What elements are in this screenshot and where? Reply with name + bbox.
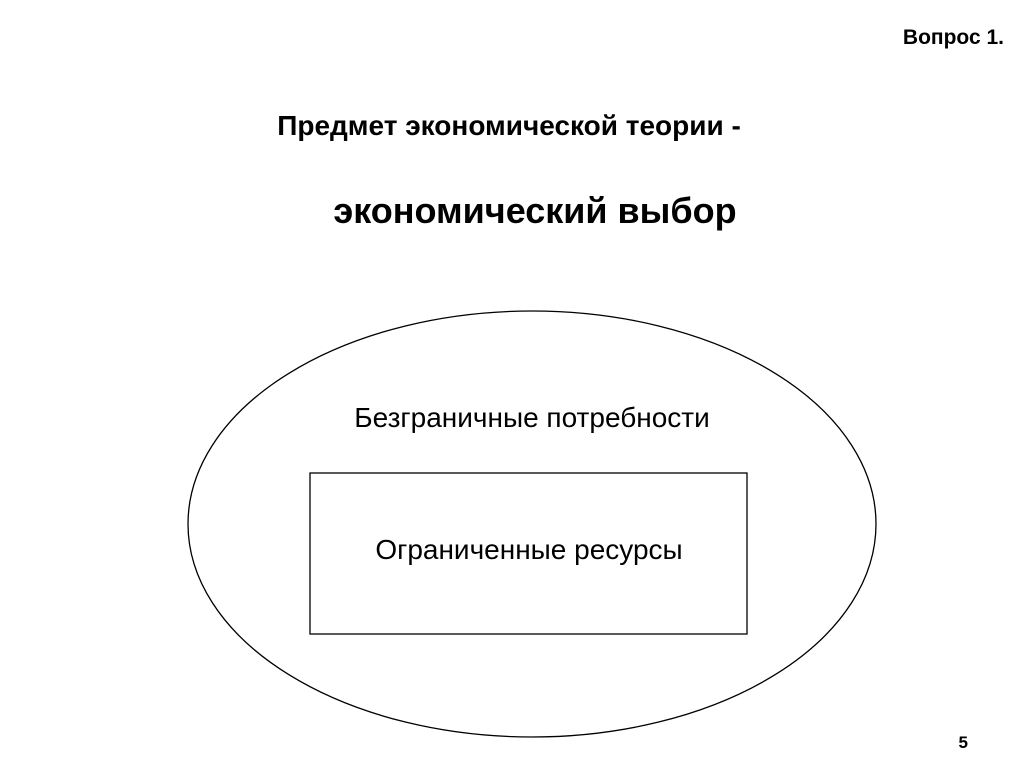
slide-title: Предмет экономической теории -: [277, 110, 741, 141]
page-number: 5: [958, 733, 968, 752]
question-label: Вопрос 1.: [902, 26, 1004, 49]
limited-resources-label: Ограниченные ресурсы: [375, 534, 683, 565]
unlimited-needs-label: Безграничные потребности: [354, 402, 710, 433]
slide-subtitle: экономический выбор: [333, 190, 737, 231]
